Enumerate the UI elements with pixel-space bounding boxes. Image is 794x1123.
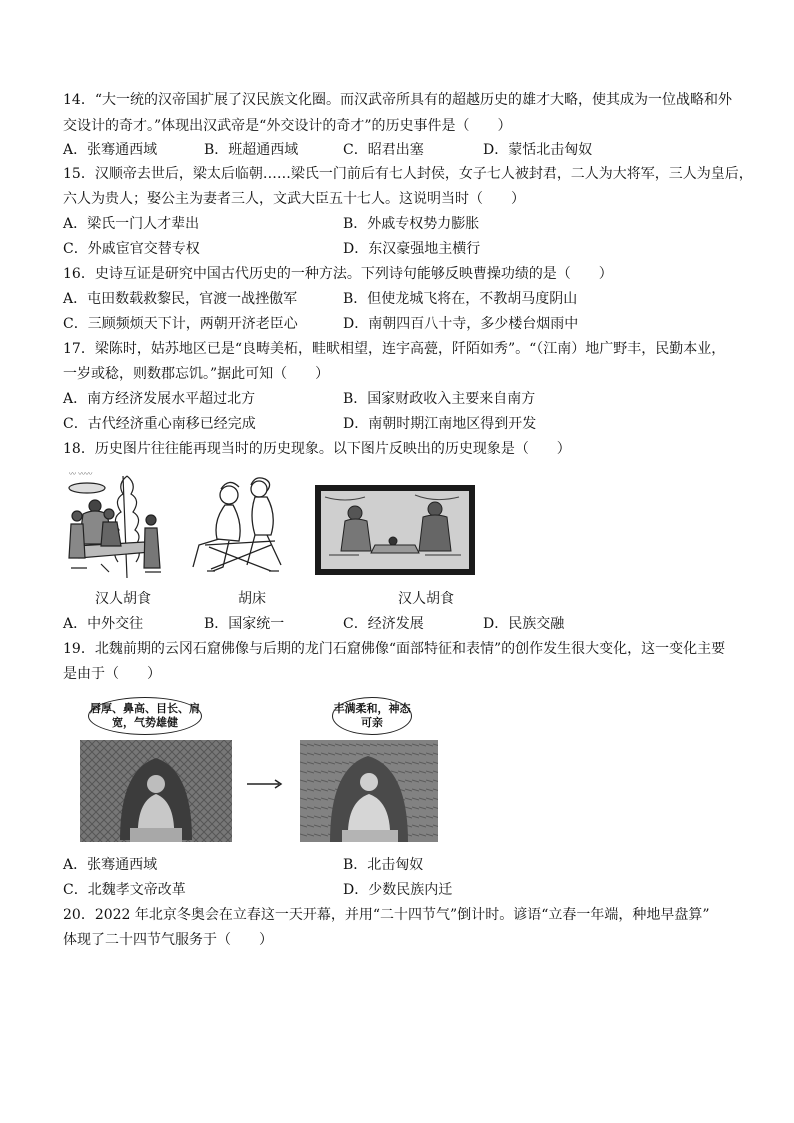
q18-option-c: C．经济发展 (343, 616, 424, 632)
q15-option-d: D．东汉豪强地主横行 (343, 241, 481, 257)
q17-option-a: A．南方经济发展水平超过北方 (63, 391, 256, 407)
longmen-buddha-photo (300, 740, 438, 842)
picture-caption-3: 汉人胡食 (398, 591, 454, 607)
q19-option-a: A．张骞通西域 (63, 857, 158, 873)
longmen-speech-bubble: 丰满柔和，神态可亲 (332, 697, 412, 735)
q18-option-b: B．国家统一 (204, 616, 285, 632)
q19-stem-line2: 是由于（ ） (63, 666, 161, 682)
q14-stem-line2: 交设计的奇才。”体现出汉武帝是“外交设计的奇才”的历史事件是（ ） (63, 118, 512, 134)
q16-option-c: C．三顾频烦天下计，两朝开济老臣心 (63, 316, 298, 332)
yungang-speech-bubble: 唇厚、鼻高、目长、肩宽，气势雄健 (88, 697, 202, 735)
q16-option-d: D．南朝四百八十寺，多少楼台烟雨中 (343, 316, 579, 332)
hanren-hushi-picture-1 (65, 468, 170, 580)
q17-option-d: D．南朝时期江南地区得到开发 (343, 416, 537, 432)
q20-stem-line2: 体现了二十四节气服务于（ ） (63, 932, 273, 948)
q18-option-d: D．民族交融 (483, 616, 565, 632)
yungang-buddha-photo (80, 740, 232, 842)
picture-caption-2: 胡床 (238, 591, 266, 607)
hanren-hushi-picture-2 (315, 485, 475, 575)
svg-text:〰 〰〰: 〰 〰〰 (69, 470, 93, 478)
q16-option-a: A．屯田数载救黎民，官渡一战挫傲军 (63, 291, 298, 307)
q15-option-a: A．梁氏一门人才辈出 (63, 216, 200, 232)
q20-stem-line1: 20．2022 年北京冬奥会在立春这一天开幕，并用“二十四节气”倒计时。谚语“立春一年端，种地早盘算” (63, 907, 710, 923)
q14-option-a: A．张骞通西域 (63, 142, 158, 158)
q17-stem-line1: 17．梁陈时，姑苏地区已是“良畴美柘，畦畎相望，连宇高甍，阡陌如秀”。“（江南）地广野丰，民勤本业， (63, 341, 726, 357)
arrow-right-icon (245, 778, 285, 790)
q14-option-c: C．昭君出塞 (343, 142, 424, 158)
q17-stem-line2: 一岁或稔，则数郡忘饥。”据此可知（ ） (63, 366, 330, 382)
q15-stem-line1: 15．汉顺帝去世后，梁太后临朝……梁氏一门前后有七人封侯，女子七人被封君，二人为大将军，三人为皇后， (63, 166, 753, 182)
q19-option-d: D．少数民族内迁 (343, 882, 453, 898)
q14-option-b: B．班超通西域 (204, 142, 299, 158)
q19-option-b: B．北击匈奴 (343, 857, 424, 873)
q15-stem-line2: 六人为贵人；娶公主为妻者三人，文武大臣五十七人。这说明当时（ ） (63, 191, 525, 207)
q14-option-d: D．蒙恬北击匈奴 (483, 142, 593, 158)
q15-option-b: B．外戚专权势力膨胀 (343, 216, 480, 232)
q18-stem-line1: 18．历史图片往往能再现当时的历史现象。以下图片反映出的历史现象是（ ） (63, 441, 571, 457)
huchuang-picture (185, 475, 295, 577)
q17-option-c: C．古代经济重心南移已经完成 (63, 416, 256, 432)
q19-option-c: C．北魏孝文帝改革 (63, 882, 186, 898)
picture-caption-1: 汉人胡食 (95, 591, 151, 607)
q18-option-a: A．中外交往 (63, 616, 144, 632)
q16-stem-line1: 16．史诗互证是研究中国古代历史的一种方法。下列诗句能够反映曹操功绩的是（ ） (63, 266, 613, 282)
q16-option-b: B．但使龙城飞将在，不教胡马度阴山 (343, 291, 578, 307)
q15-option-c: C．外戚宦官交替专权 (63, 241, 200, 257)
q17-option-b: B．国家财政收入主要来自南方 (343, 391, 536, 407)
q19-stem-line1: 19．北魏前期的云冈石窟佛像与后期的龙门石窟佛像“面部特征和表情”的创作发生很大变化，这一变化主要 (63, 641, 726, 657)
q14-stem-line1: 14．“大一统的汉帝国扩展了汉民族文化圈。而汉武帝所具有的超越历史的雄才大略，使其成为一位战略和外 (63, 92, 732, 108)
